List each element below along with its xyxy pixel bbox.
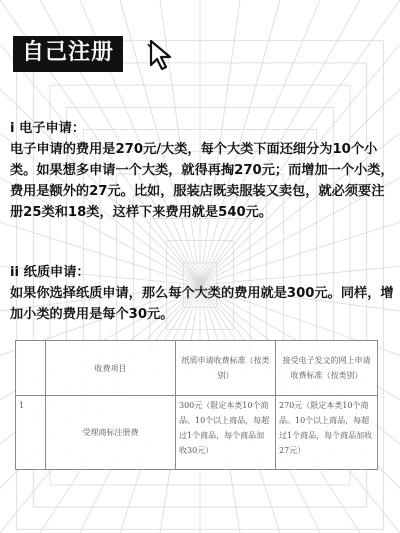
section-heading: i 电子申请： (10, 121, 86, 136)
fee-table (15, 340, 378, 470)
table-cell-paper-fee: 300元（限定本类10个商品。10个以上商品，每超过1个商品，每个商品加收30元） (176, 396, 276, 470)
section-body: 如果你选择纸质申请，那么每个大类的费用就是300元。同样，增加小类的费用是每个30元。 (10, 286, 394, 322)
title-area (13, 36, 123, 72)
table-cell-item: 受理商标注册费 (46, 396, 176, 470)
table-header-cell: 纸质申请收费标准（按类别） (176, 341, 276, 396)
table-header-cell (16, 341, 46, 396)
section-body: 电子申请的费用是270元/大类，每个大类下面还细分为10个小类。如果想多申请一个大类，就得再掏270元；而增加一个小类，费用是额外的27元。比如，服装店既卖服装又卖包，就必须要注册25类和18类，这样下来费用就是540元。 (10, 142, 394, 220)
table-header-row (16, 341, 378, 396)
table-header-cell: 接受电子发文的网上申请收费标准（按类别） (276, 341, 378, 396)
section-heading: ii 纸质申请： (10, 265, 90, 280)
section-paper-application (10, 262, 394, 325)
cursor-arrow-icon (147, 38, 177, 72)
table-row (16, 396, 378, 470)
page-title: 自己注册 (13, 36, 123, 72)
section-electronic-application (10, 118, 394, 223)
table-header-cell: 收费项目 (46, 341, 176, 396)
table-cell-online-fee: 270元（限定本类10个商品。10个以上商品，每超过1个商品，每个商品加收27元） (276, 396, 378, 470)
table-cell-number: 1 (16, 396, 46, 470)
